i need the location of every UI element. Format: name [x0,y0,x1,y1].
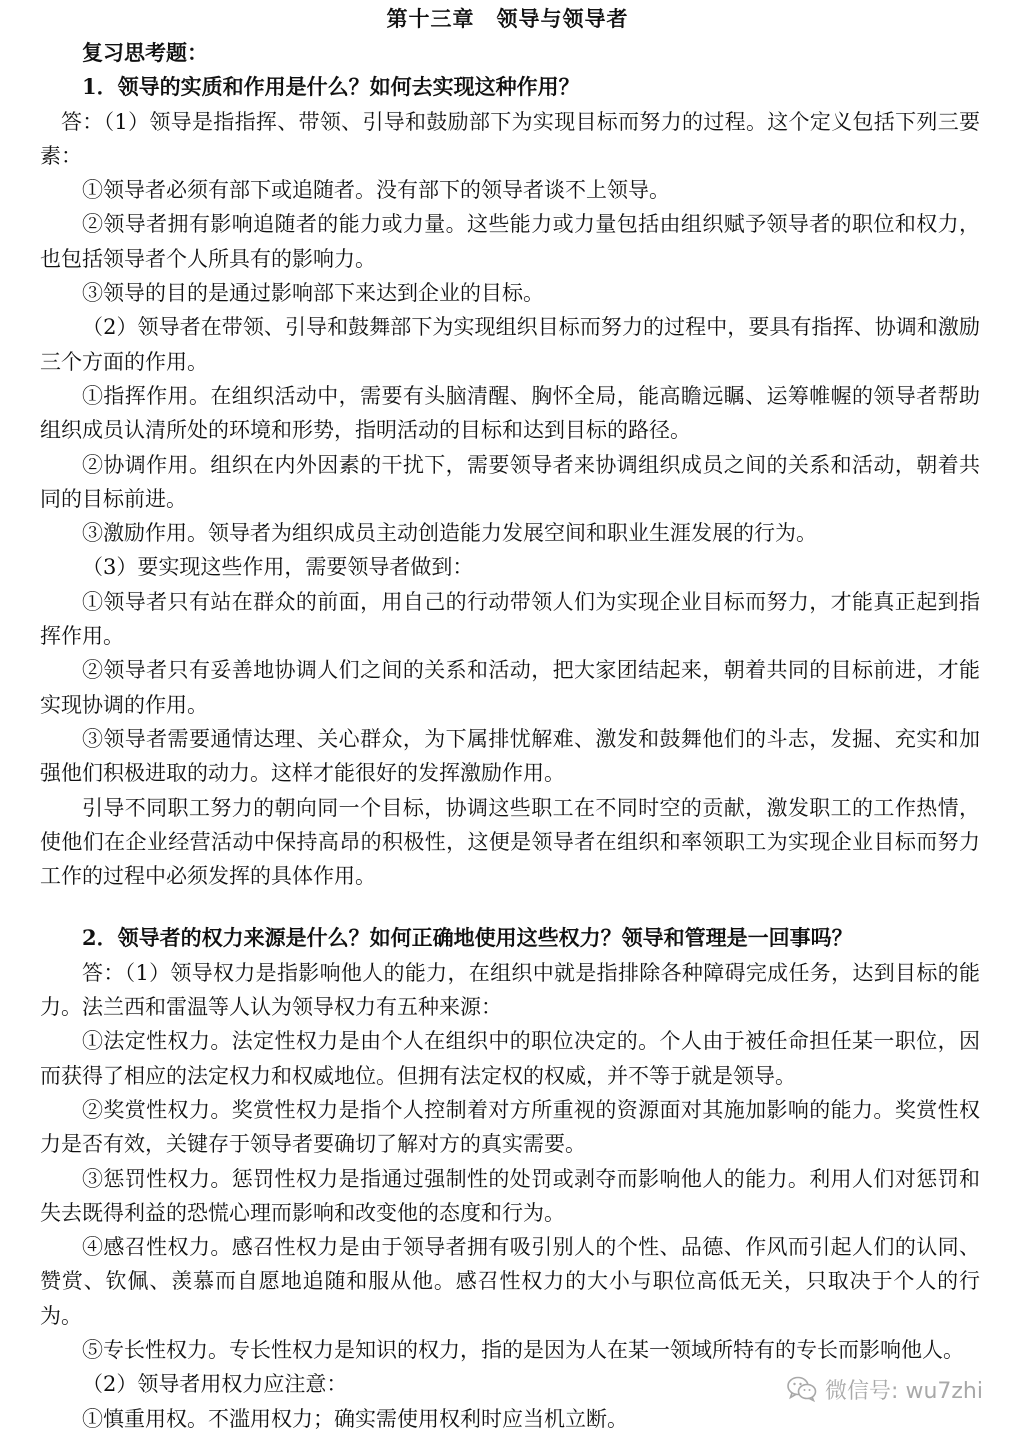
paragraph: ②领导者只有妥善地协调人们之间的关系和活动，把大家团结起来，朝着共同的目标前进，才能实现协调的作用。 [40,658,980,717]
paragraph: ②领导者拥有影响追随者的能力或力量。这些能力或力量包括由组织赋予领导者的职位和权力，也包括领导者个人所具有的影响力。 [40,212,980,271]
paragraph: ①领导者只有站在群众的前面，用自己的行动带领人们为实现企业目标而努力，才能真正起到指挥作用。 [40,589,980,649]
paragraph: 引导不同职工努力的朝向同一个目标，协调这些职工在不同时空的贡献，激发职工的工作热情，使他们在企业经营活动中保持高昂的积极性，这便是领导者在组织和率领职工为实现企业目标而努力工作的过程中必须发挥的具体作用。 [40,795,980,889]
paragraph: 答：（1）领导权力是指影响他人的能力，在组织中就是指排除各种障碍完成任务，达到目标的能力。法兰西和雷温等人认为领导权力有五种来源： [40,960,980,1020]
paragraph: ④感召性权力。感召性权力是由于领导者拥有吸引别人的个性、品德、作风而引起人们的认同、赞赏、钦佩、羡慕而自愿地追随和服从他。感召性权力的大小与职位高低无关，只取决于个人的行为。 [40,1235,980,1328]
paragraph: 答：（1）领导是指指挥、带领、引导和鼓励部下为实现目标而努力的过程。这个定义包括下列三要素： [40,109,980,168]
paragraph: ①慎重用权。不滥用权力；确实需使用权利时应当机立断。 [82,1406,628,1431]
paragraph: ③激励作用。领导者为组织成员主动创造能力发展空间和职业生涯发展的行为。 [82,521,817,546]
paragraph: ①指挥作用。在组织活动中，需要有头脑清醒、胸怀全局，能高瞻远瞩、运筹帷幄的领导者帮助组织成员认清所处的环境和形势，指明活动的目标和达到目标的路径。 [40,383,980,443]
paragraph: ①领导者必须有部下或追随者。没有部下的领导者谈不上领导。 [82,178,670,203]
wechat-icon [787,1376,817,1402]
chapter-title: 第十三章 领导与领导者 [386,6,629,31]
paragraph: ⑤专长性权力。专长性权力是知识的权力，指的是因为人在某一领域所特有的专长而影响他人。 [82,1337,964,1362]
paragraph: ②协调作用。组织在内外因素的干扰下，需要领导者来协调组织成员之间的关系和活动，朝着共同的目标前进。 [40,452,980,511]
question-heading: 复习思考题： [82,40,208,65]
paragraph: ③惩罚性权力。惩罚性权力是指通过强制性的处罚或剥夺而影响他人的能力。利用人们对惩罚和失去既得利益的恐慌心理而影响和改变他的态度和行为。 [40,1166,980,1225]
wechat-watermark [787,1372,983,1406]
paragraph: ①法定性权力。法定性权力是由个人在组织中的职位决定的。个人由于被任命担任某一职位，因而获得了相应的法定权力和权威地位。但拥有法定权的权威，并不等于就是领导。 [40,1029,980,1088]
wechat-id-label: 微信号: wu7zhi [825,1378,983,1404]
paragraph: （2）领导者用权力应注意： [82,1372,348,1397]
paragraph: ②奖赏性权力。奖赏性权力是指个人控制着对方所重视的资源面对其施加影响的能力。奖赏性权力是否有效，关键存于领导者要确切了解对方的真实需要。 [40,1097,980,1157]
paragraph: ③领导者需要通情达理、关心群众，为下属排忧解难、激发和鼓舞他们的斗志，发掘、充实和加强他们积极进取的动力。这样才能很好的发挥激励作用。 [40,726,980,786]
question-heading: 2．领导者的权力来源是什么？如何正确地使用这些权力？领导和管理是一回事吗？ [82,925,853,951]
paragraph: ③领导的目的是通过影响部下来达到企业的目标。 [82,281,544,306]
question-heading: 1．领导的实质和作用是什么？如何去实现这种作用？ [82,74,580,100]
paragraph: （3）要实现这些作用，需要领导者做到： [82,555,474,580]
paragraph: （2）领导者在带领、引导和鼓舞部下为实现组织目标而努力的过程中，要具有指挥、协调和激励三个方面的作用。 [40,315,980,374]
document-body [40,36,980,1436]
